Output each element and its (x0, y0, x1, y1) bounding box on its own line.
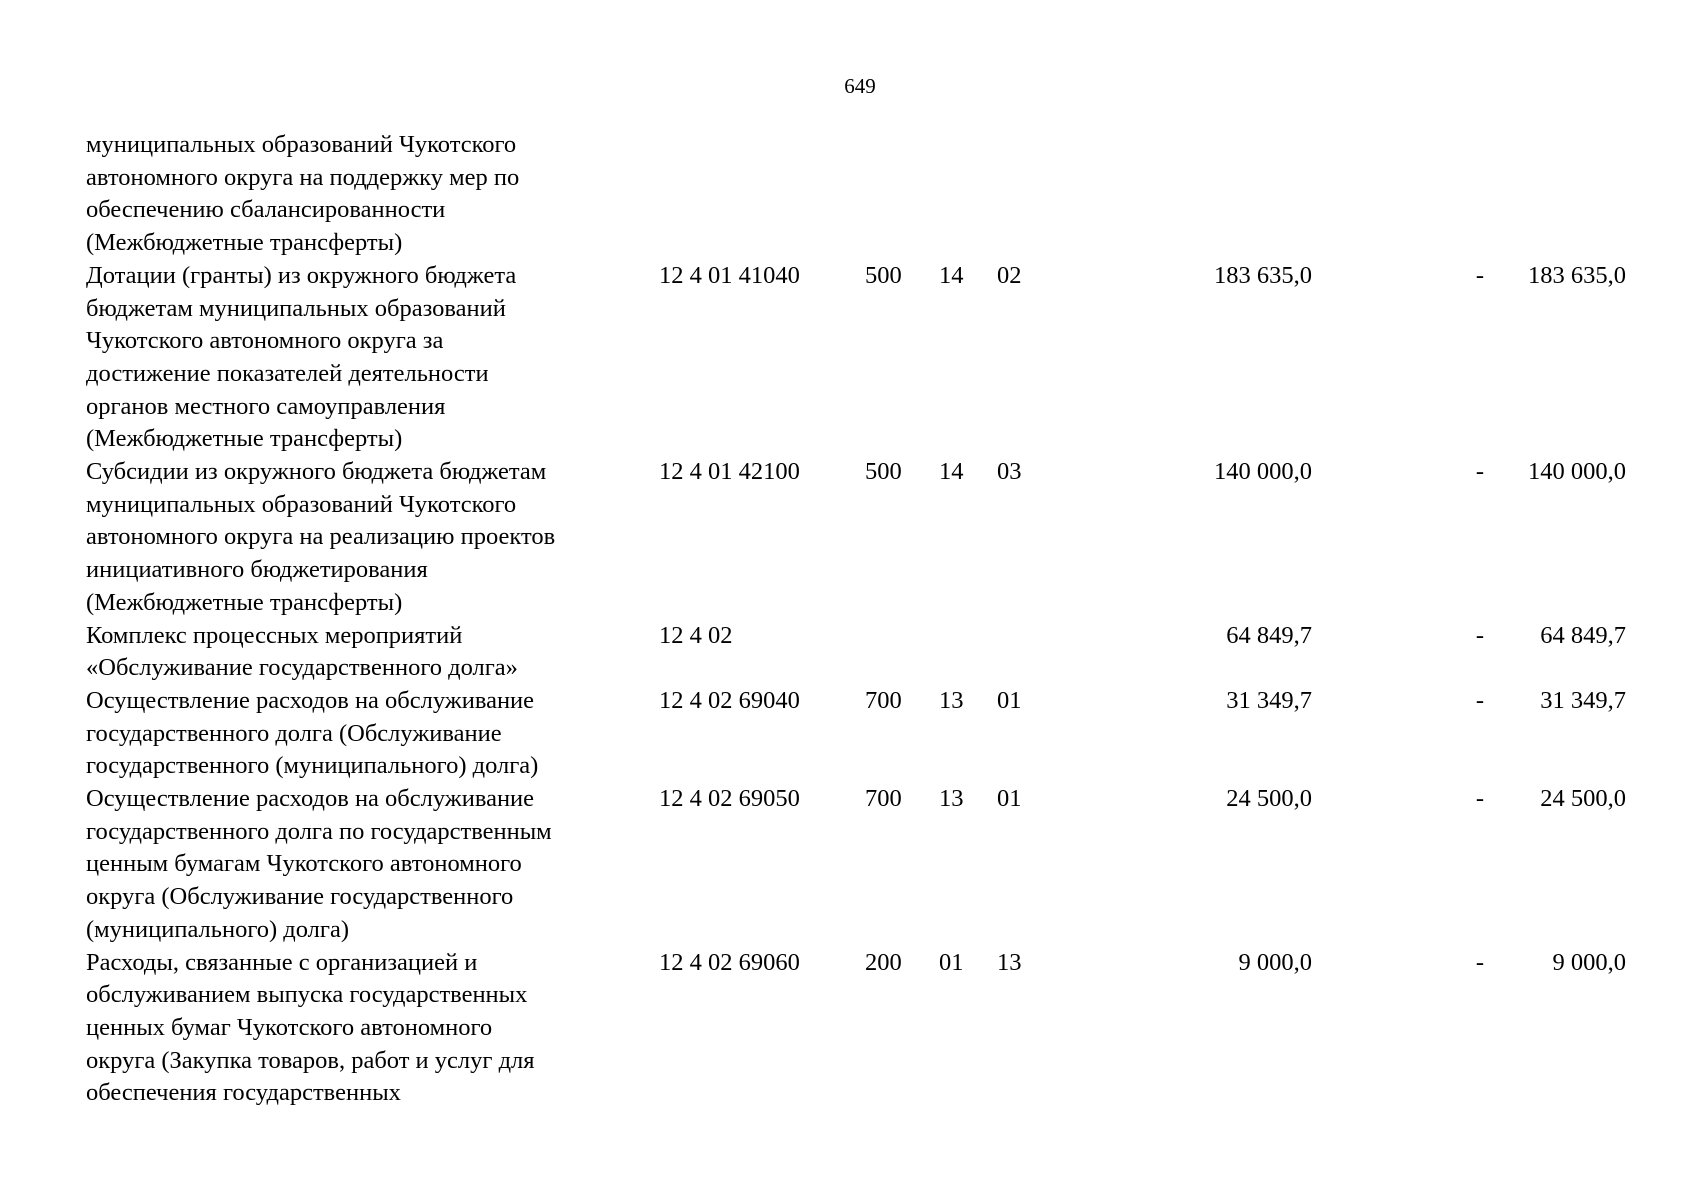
change-amount: - (1475, 458, 1484, 486)
target-article-code: 12 4 02 69040 (659, 686, 800, 714)
subsection-code: 03 (997, 458, 1022, 486)
target-article-code: 12 4 02 (659, 621, 733, 649)
section-code: 14 (939, 261, 964, 289)
target-article-code: 12 4 01 41040 (659, 261, 800, 289)
change-amount: - (1475, 785, 1484, 813)
row-description: муниципальных образований Чукотского автономного округа на поддержку мер по обеспечению сбалансированности (Межбюджетные трансферты) (86, 131, 520, 257)
total-amount: 140 000,0 (1528, 458, 1626, 486)
table-row (86, 685, 1626, 783)
budget-table (86, 129, 1626, 1110)
section-code: 13 (939, 785, 964, 813)
section-code: 14 (939, 458, 964, 486)
table-row (86, 260, 1626, 456)
change-amount: - (1475, 261, 1484, 289)
table-row (86, 456, 1626, 620)
change-amount: - (1475, 686, 1484, 714)
page-number: 649 (844, 74, 876, 98)
target-article-code: 12 4 02 69050 (659, 785, 800, 813)
expense-type-code: 700 (865, 686, 902, 714)
row-description: Субсидии из окружного бюджета бюджетам муниципальных образований Чукотского автономного округа на реализацию проектов инициативного бюджетирования (Межбюджетные трансферты) (86, 458, 556, 616)
approved-amount: 183 635,0 (1214, 261, 1312, 289)
subsection-code: 13 (997, 948, 1022, 976)
row-description: Осуществление расходов на обслуживание государственного долга (Обслуживание государственного (муниципального) долга) (86, 686, 539, 780)
subsection-code: 02 (997, 261, 1022, 289)
approved-amount: 140 000,0 (1214, 458, 1312, 486)
total-amount: 31 349,7 (1540, 686, 1626, 714)
table-row (86, 620, 1626, 685)
change-amount: - (1475, 948, 1484, 976)
section-code: 01 (939, 948, 964, 976)
row-description: Дотации (гранты) из окружного бюджета бюджетам муниципальных образований Чукотского автономного округа за достижение показателей деятельности органов местного самоуправления (Межбюджетные трансферты) (86, 261, 517, 453)
total-amount: 183 635,0 (1528, 261, 1626, 289)
subsection-code: 01 (997, 686, 1022, 714)
row-description: Осуществление расходов на обслуживание государственного долга по государственным ценным бумагам Чукотского автономного округа (Обслуживание государственного (муниципального) долга) (86, 785, 552, 943)
table-row (86, 129, 1626, 260)
table-row (86, 947, 1626, 1111)
section-code: 13 (939, 686, 964, 714)
approved-amount: 31 349,7 (1226, 686, 1312, 714)
change-amount: - (1475, 621, 1484, 649)
total-amount: 64 849,7 (1540, 621, 1626, 649)
total-amount: 9 000,0 (1552, 948, 1626, 976)
expense-type-code: 500 (865, 261, 902, 289)
row-description: Комплекс процессных мероприятий «Обслуживание государственного долга» (86, 621, 518, 682)
expense-type-code: 700 (865, 785, 902, 813)
approved-amount: 9 000,0 (1238, 948, 1312, 976)
total-amount: 24 500,0 (1540, 785, 1626, 813)
subsection-code: 01 (997, 785, 1022, 813)
expense-type-code: 200 (865, 948, 902, 976)
target-article-code: 12 4 02 69060 (659, 948, 800, 976)
approved-amount: 24 500,0 (1226, 785, 1312, 813)
table-row (86, 783, 1626, 947)
approved-amount: 64 849,7 (1226, 621, 1312, 649)
row-description: Расходы, связанные с организацией и обслуживанием выпуска государственных ценных бумаг Чукотского автономного округа (Закупка товаров, работ и услуг для обеспечения государственных (86, 948, 535, 1107)
expense-type-code: 500 (865, 458, 902, 486)
target-article-code: 12 4 01 42100 (659, 458, 800, 486)
